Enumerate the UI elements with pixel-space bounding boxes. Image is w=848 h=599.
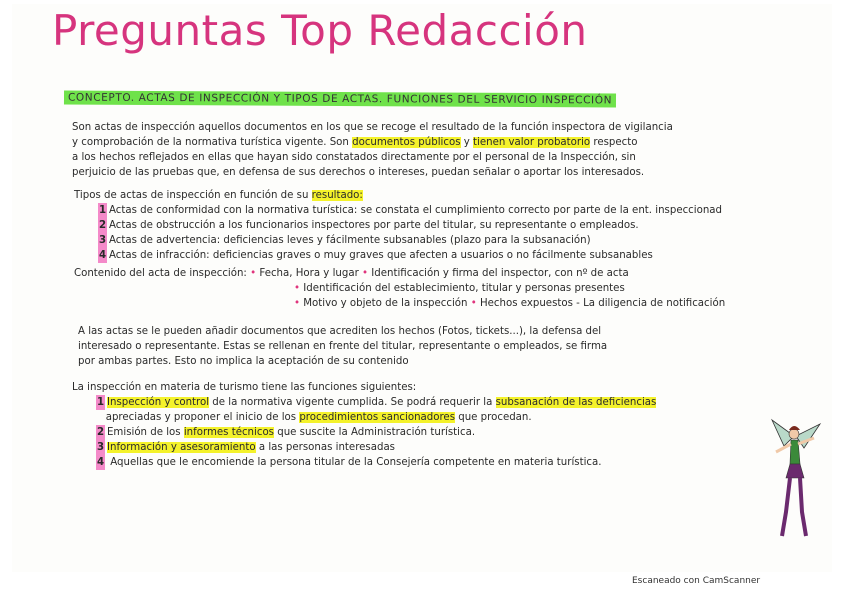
list-item-cont: apreciadas y proponer el inicio de los procedimientos sancionadores que procedan. bbox=[105, 412, 532, 423]
intro-line: a los hechos reflejados en ellas que hayan sido constatados directamente por el personal de la Inspección, sin bbox=[72, 152, 636, 163]
scanned-page bbox=[12, 4, 832, 572]
scanner-watermark: Escaneado con CamScanner bbox=[632, 576, 761, 586]
list-item: 2 Emisión de los informes técnicos que suscite la Administración turística. bbox=[96, 427, 476, 438]
concept-heading: CONCEPTO. ACTAS DE INSPECCIÓN Y TIPOS DE ACTAS. FUNCIONES DEL SERVICIO INSPECCIÓN bbox=[64, 91, 616, 108]
list-item: 2 Actas de obstrucción a los funcionarios inspectores por parte del titular, su representante o empleados. bbox=[98, 220, 639, 231]
contenido-section bbox=[74, 266, 725, 311]
list-item: 1 Inspección y control de la normativa vigente cumplida. Se podrá requerir la subsanación de las deficiencias bbox=[96, 397, 657, 408]
highlight-resultado: resultado: bbox=[311, 190, 363, 201]
fairy-sticker-icon bbox=[764, 416, 824, 544]
contenido-row: • Motivo y objeto de la inspección • Hechos expuestos - La diligencia de notificación bbox=[294, 298, 726, 309]
list-item: 4 Aquellas que le encomiende la persona titular de la Consejería competente en materia turística. bbox=[96, 457, 602, 468]
list-item: 3 Actas de advertencia: deficiencias leves y fácilmente subsanables (plazo para la subsanación) bbox=[98, 235, 591, 246]
page-title: Preguntas Top Redacción bbox=[52, 6, 588, 55]
intro-line: Son actas de inspección aquellos documentos en los que se recoge el resultado de la función inspectora de vigilancia bbox=[72, 122, 673, 133]
anadir-paragraph: A las actas se le pueden añadir documentos que acrediten los hechos (Fotos, tickets...), la defensa del interesado o representante. Estas se rellenan en frente del titular, representante o empleados, se firma por ambas partes. Esto no implica la aceptación de su contenido bbox=[78, 326, 608, 367]
tipos-section bbox=[74, 188, 722, 263]
contenido-row: Contenido del acta de inspección: • Fecha, Hora y lugar • Identificación y firma del inspector, con nº de acta bbox=[74, 268, 629, 279]
intro-paragraph bbox=[72, 120, 673, 180]
list-item: 3 Información y asesoramiento a las personas interesadas bbox=[96, 442, 395, 453]
list-item: 4 Actas de infracción: deficiencias graves o muy graves que afecten a usuarios o no fácilmente subsanables bbox=[98, 250, 653, 261]
highlight-valor: tienen valor probatorio bbox=[473, 137, 591, 148]
funciones-section bbox=[72, 380, 656, 470]
intro-line: perjuicio de las pruebas que, en defensa de sus derechos o intereses, puedan señalar o aportar los interesados. bbox=[72, 167, 645, 178]
contenido-row: • Identificación del establecimiento, titular y personas presentes bbox=[294, 283, 625, 294]
funciones-heading: La inspección en materia de turismo tiene las funciones siguientes: bbox=[72, 382, 417, 393]
highlight-documentos: documentos públicos bbox=[352, 137, 461, 148]
tipos-heading: Tipos de actas de inspección en función de su resultado: bbox=[74, 190, 363, 201]
list-item: 1 Actas de conformidad con la normativa turística: se constata el cumplimiento correcto por parte de la ent. inspeccionad bbox=[98, 205, 723, 216]
intro-line: y comprobación de la normativa turística vigente. Son documentos públicos y tienen valor probatorio respecto bbox=[72, 137, 638, 148]
